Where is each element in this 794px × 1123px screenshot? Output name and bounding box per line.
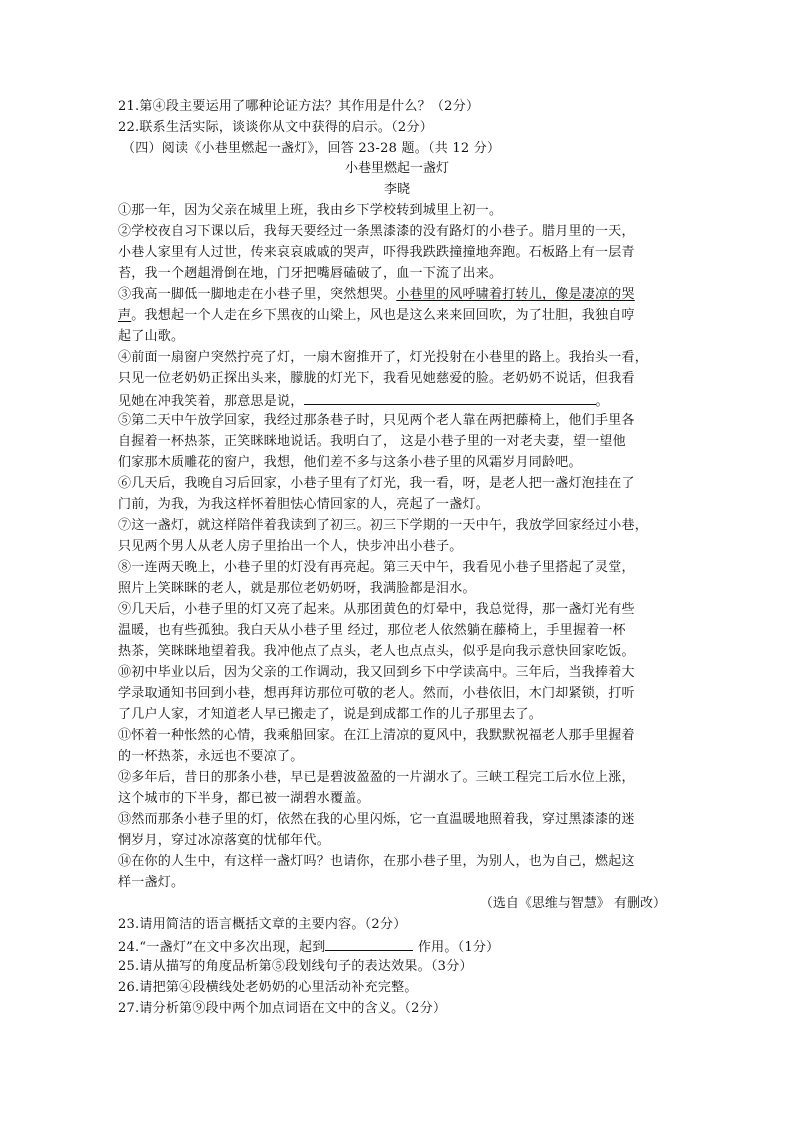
question-25: 25.请从描写的角度品析第⑤段划线句子的表达效果。（3分） <box>118 959 473 974</box>
paragraph-10-line-1: ⑩初中毕业以后，因为父亲的工作调动，我又回到乡下中学读高中。三年后，当我捧着大 <box>118 665 635 680</box>
paragraph-9-line-2: 温暖，也有些孤独。我白天从小巷子里 经过，那位老人依然躺在藤椅上，手里握着一杯 <box>118 623 626 638</box>
underlined-sentence: 小巷里的风呼啸着打转儿，像是凄凉的哭 <box>396 287 635 302</box>
question-24 <box>118 938 499 956</box>
article-author: 李晓 <box>383 182 410 197</box>
paragraph-10-line-2: 学录取通知书回到小巷，想再拜访那位可敬的老人。然而，小巷依旧，木门却紧锁，打听 <box>118 686 635 701</box>
paragraph-2-line-1: ②学校夜自习下课以后，我每天要经过一条黑漆漆的没有路灯的小巷子。腊月里的一天， <box>118 224 635 239</box>
paragraph-11-line-1: ⑪怀着一种怅然的心情，我乘船回家。在江上清凉的夏风中，我默默祝福老人那手里握着 <box>118 728 635 743</box>
question-21: 21.第④段主要运用了哪种论证方法？其作用是什么？（2分） <box>118 99 480 114</box>
paragraph-5-line-2: 自握着一杯热茶，正笑眯眯地说话。我明白了， 这是小巷子里的一对老夫妻，望一望他 <box>118 434 626 449</box>
underlined-sentence-end: 声 <box>118 308 132 323</box>
paragraph-4-text: 见她在冲我笑着，那意思是说， <box>118 394 304 409</box>
question-24-end: 作用。（1分） <box>417 940 500 955</box>
paragraph-5-line-3: 们家那木质雕花的窗户，我想，他们差不多与这条小巷子里的风霜岁月同龄吧。 <box>118 455 582 470</box>
question-27: 27.请分析第⑨段中两个加点词语在文中的含义。（2分） <box>118 1001 447 1016</box>
question-23: 23.请用简洁的语言概括文章的主要内容。（2分） <box>118 917 407 932</box>
question-26: 26.请把第④段横线处老奶奶的心里活动补充完整。 <box>118 980 418 995</box>
paragraph-9-line-3: 热茶，笑眯眯地望着我。我冲他点了点头，老人也点点头，似乎是向我示意快回家吃饭。 <box>118 644 635 659</box>
answer-blank-24 <box>325 938 413 951</box>
source-note: （选自《思维与智慧》 有删改） <box>479 896 666 911</box>
paragraph-4-line-3 <box>118 392 609 410</box>
paragraph-14-line-2: 样一盏灯。 <box>118 875 185 890</box>
paragraph-7-line-1: ⑦这一盏灯，就这样陪伴着我读到了初三。初三下学期的一天中午，我放学回家经过小巷， <box>118 518 649 533</box>
section-heading: （四）阅读《小巷里燃起一盏灯》，回答 23-28 题。（共 12 分） <box>122 141 501 156</box>
paragraph-4-line-2: 只见一位老奶奶正探出头来，朦胧的灯光下，我看见她慈爱的脸。老奶奶不说话，但我看 <box>118 371 635 386</box>
paragraph-3-line-1 <box>118 287 635 303</box>
question-24-text: 24.“一盏灯”在文中多次出现，起到 <box>118 940 326 955</box>
paragraph-4-line-1: ④前面一扇窗户突然拧亮了灯，一扇木窗推开了，灯光投射在小巷里的路上。我抬头一看， <box>118 350 649 365</box>
paragraph-12-line-1: ⑫多年后，昔日的那条小巷，早已是碧波盈盈的一片湖水了。三峡工程完工后水位上涨， <box>118 770 635 785</box>
paragraph-13-line-1: ⑬然而那条小巷子里的灯，依然在我的心里闪烁，它一直温暖地照着我，穿过黑漆漆的迷 <box>118 812 635 827</box>
paragraph-7-line-2: 只见两个男人从老人房子里抬出一个人，快步冲出小巷子。 <box>118 539 463 554</box>
paragraph-8-line-1: ⑧一连两天晚上，小巷子里的灯没有再亮起。第三天中午，我看见小巷子里搭起了灵堂， <box>118 560 635 575</box>
paragraph-11-line-2: 的一杯热茶，永远也不要凉了。 <box>118 749 304 764</box>
paragraph-6-line-2: 门前，为我，为我这样怀着胆怯心情回家的人，亮起了一盏灯。 <box>118 497 490 512</box>
paragraph-3-line-2 <box>118 308 635 324</box>
paragraph-3-line-3: 起了山歌。 <box>118 329 185 344</box>
paragraph-13-line-2: 惘岁月，穿过冰凉落寞的忧郁年代。 <box>118 833 331 848</box>
paragraph-1: ①那一年，因为父亲在城里上班，我由乡下学校转到城里上初一。 <box>118 203 503 218</box>
paragraph-4-end: 。 <box>595 394 609 409</box>
article-title: 小巷里燃起一盏灯 <box>344 161 449 176</box>
answer-blank <box>304 392 596 405</box>
paragraph-6-line-1: ⑥几天后，我晚自习后回家，小巷子里有了灯光，我一看，呀，是老人把一盏灯泡挂在了 <box>118 476 635 491</box>
paragraph-9-line-1: ⑨几天后，小巷子里的灯又亮了起来。从那团黄色的灯晕中，我总觉得，那一盏灯光有些 <box>118 602 635 617</box>
paragraph-2-line-2: 小巷人家里有人过世，传来哀哀戚戚的哭声，吓得我跌跌撞撞地奔跑。石板路上有一层青 <box>118 245 635 260</box>
paragraph-5-line-1: ⑤第二天中午放学回家，我经过那条巷子时，只见两个老人靠在两把藤椅上，他们手里各 <box>118 413 635 428</box>
paragraph-10-line-3: 了几户人家，才知道老人早已搬走了，说是到成都工作的儿子那里去了。 <box>118 707 543 722</box>
paragraph-3-text: ③我高一脚低一脚地走在小巷子里，突然想哭。 <box>118 287 397 302</box>
paragraph-8-line-2: 照片上笑眯眯的老人，就是那位老奶奶呀，我满脸都是泪水。 <box>118 581 476 596</box>
paragraph-3-text-2: 。我想起一个人走在乡下黑夜的山梁上，风也是这么来来回回吹，为了壮胆，我独自哼 <box>131 308 635 323</box>
paragraph-14-line-1: ⑭在你的人生中，有这样一盏灯吗？也请你，在那小巷子里，为别人，也为自己，燃起这 <box>118 854 635 869</box>
paragraph-12-line-2: 这个城市的下半身，都已被一湖碧水覆盖。 <box>118 791 370 806</box>
question-22: 22.联系生活实际，谈谈你从文中获得的启示。（2分） <box>118 120 433 135</box>
paragraph-2-line-3: 苔，我一个趔趄滑倒在地，门牙把嘴唇磕破了，血一下流了出来。 <box>118 266 503 281</box>
